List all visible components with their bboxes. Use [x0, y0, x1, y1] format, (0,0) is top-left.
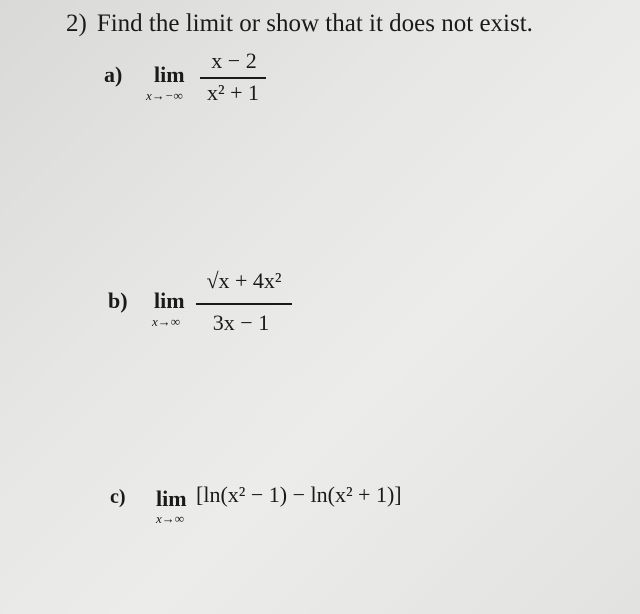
- part-c-label: c): [110, 486, 126, 508]
- part-a-label: a): [104, 62, 123, 87]
- problem-instruction: Find the limit or show that it does not exist.: [96, 10, 533, 37]
- part-c-lim: lim: [156, 486, 187, 511]
- part-b-numerator: √x + 4x²: [206, 268, 282, 293]
- part-b-approach: x→∞: [152, 314, 181, 329]
- part-a-approach: x→−∞: [146, 88, 183, 103]
- part-a-lim: lim: [154, 62, 185, 87]
- part-b-label: b): [108, 288, 128, 313]
- part-c-approach: x→∞: [156, 511, 185, 526]
- part-b-fraction-bar: [196, 303, 292, 305]
- part-a-denominator: x² + 1: [206, 80, 259, 105]
- part-a-fraction-bar: [200, 77, 266, 79]
- part-a-numerator: x − 2: [211, 48, 257, 73]
- problem-number: 2): [66, 10, 87, 37]
- part-b-denominator: 3x − 1: [212, 310, 270, 335]
- part-b-lim: lim: [154, 288, 185, 313]
- problem-heading: [66, 10, 533, 38]
- part-c-expression: [ln(x² − 1) − ln(x² + 1)]: [196, 482, 402, 507]
